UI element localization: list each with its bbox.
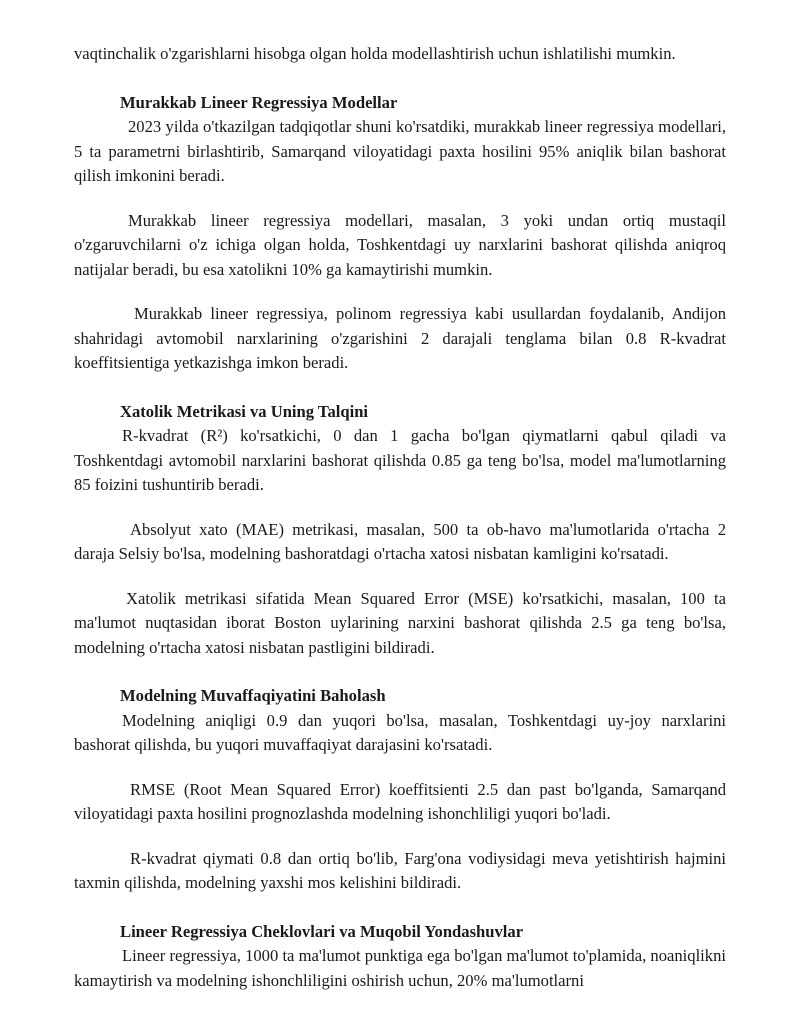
paragraph: Modelning aniqligi 0.9 dan yuqori bo'lsa, masalan, Toshkentdagi uy-joy narxlarini bashorat qilishda, bu yuqori muvaffaqiyat darajasini ko'rsatadi. — [74, 710, 726, 754]
paragraph: Murakkab lineer regressiya, polinom regressiya kabi usullardan foydalanib, Andijon shahridagi avtomobil narxlarining o'zgarishini 2 darajali tenglama bilan 0.8 R-kvadrat koeffitsientiga yetkazishga imkon beradi. — [74, 304, 726, 372]
paragraph: Murakkab lineer regressiya modellari, masalan, 3 yoki undan ortiq mustaqil o'zgaruvchilarni o'z ichiga olgan holda, Toshkentdagi uy narxlarini bashorat qilishda aniqroq natijalar beradi, bu esa xatolikni 10% ga kamaytirishi mumkin. — [74, 210, 726, 279]
paragraph: R-kvadrat qiymati 0.8 dan ortiq bo'lib, Farg'ona vodiysidagi meva yetishtirish hajmini taxmin qilishda, modelning yaxshi mos kelishini bildiradi. — [74, 848, 726, 892]
paragraph: Xatolik metrikasi sifatida Mean Squared Error (MSE) ko'rsatkichi, masalan, 100 ta ma'lumot nuqtasidan iborat Boston uylarining narxini bashorat qilishda 2.5 ga teng bo'lsa, modelning o'rtacha xatosi nisbatan pastligini bildiradi. — [74, 588, 726, 657]
paragraph: Absolyut xato (MAE) metrikasi, masalan, 500 ta ob-havo ma'lumotlarida o'rtacha 2 daraja Selsiy bo'lsa, modelning bashoratdagi o'rtacha xatosi nisbatan kamligini ko'rsatadi. — [74, 519, 726, 563]
section-heading-complex-models: Murakkab Lineer Regressiya Modellar — [120, 92, 398, 112]
intro-paragraph: vaqtinchalik o'zgarishlarni hisobga olgan holda modellashtirish uchun ishlatilishi mumkin. — [74, 44, 676, 63]
paragraph: R-kvadrat (R²) ko'rsatkichi, 0 dan 1 gacha bo'lgan qiymatlarni qabul qiladi va Toshkentdagi avtomobil narxlarini bashorat qilishda 0.85 ga teng bo'lsa, model ma'lumotlarning 85 foizini tushuntirib beradi. — [74, 426, 726, 494]
section-heading-model-evaluation: Modelning Muvaffaqiyatini Baholash — [120, 686, 386, 705]
paragraph: 2023 yilda o'tkazilgan tadqiqotlar shuni ko'rsatdiki, murakkab lineer regressiya modellari, 5 ta parametrni birlashtirib, Samarqand viloyatidagi paxta hosilini 95% aniqlik bilan bashorat qilish imkonini beradi. — [74, 117, 726, 185]
paragraph: Lineer regressiya, 1000 ta ma'lumot punktiga ega bo'lgan ma'lumot to'plamida, noaniqlikni kamaytirish va modelning ishonchliligini oshirish uchun, 20% ma'lumotlarni — [74, 946, 726, 990]
section-heading-error-metrics: Xatolik Metrikasi va Uning Talqini — [120, 401, 369, 421]
paragraph: RMSE (Root Mean Squared Error) koeffitsienti 2.5 dan past bo'lganda, Samarqand viloyatidagi paxta hosilini prognozlashda modelning ishonchliligi yuqori bo'ladi. — [74, 779, 726, 823]
section-heading-limitations: Lineer Regressiya Cheklovlari va Muqobil Yondashuvlar — [120, 921, 524, 941]
